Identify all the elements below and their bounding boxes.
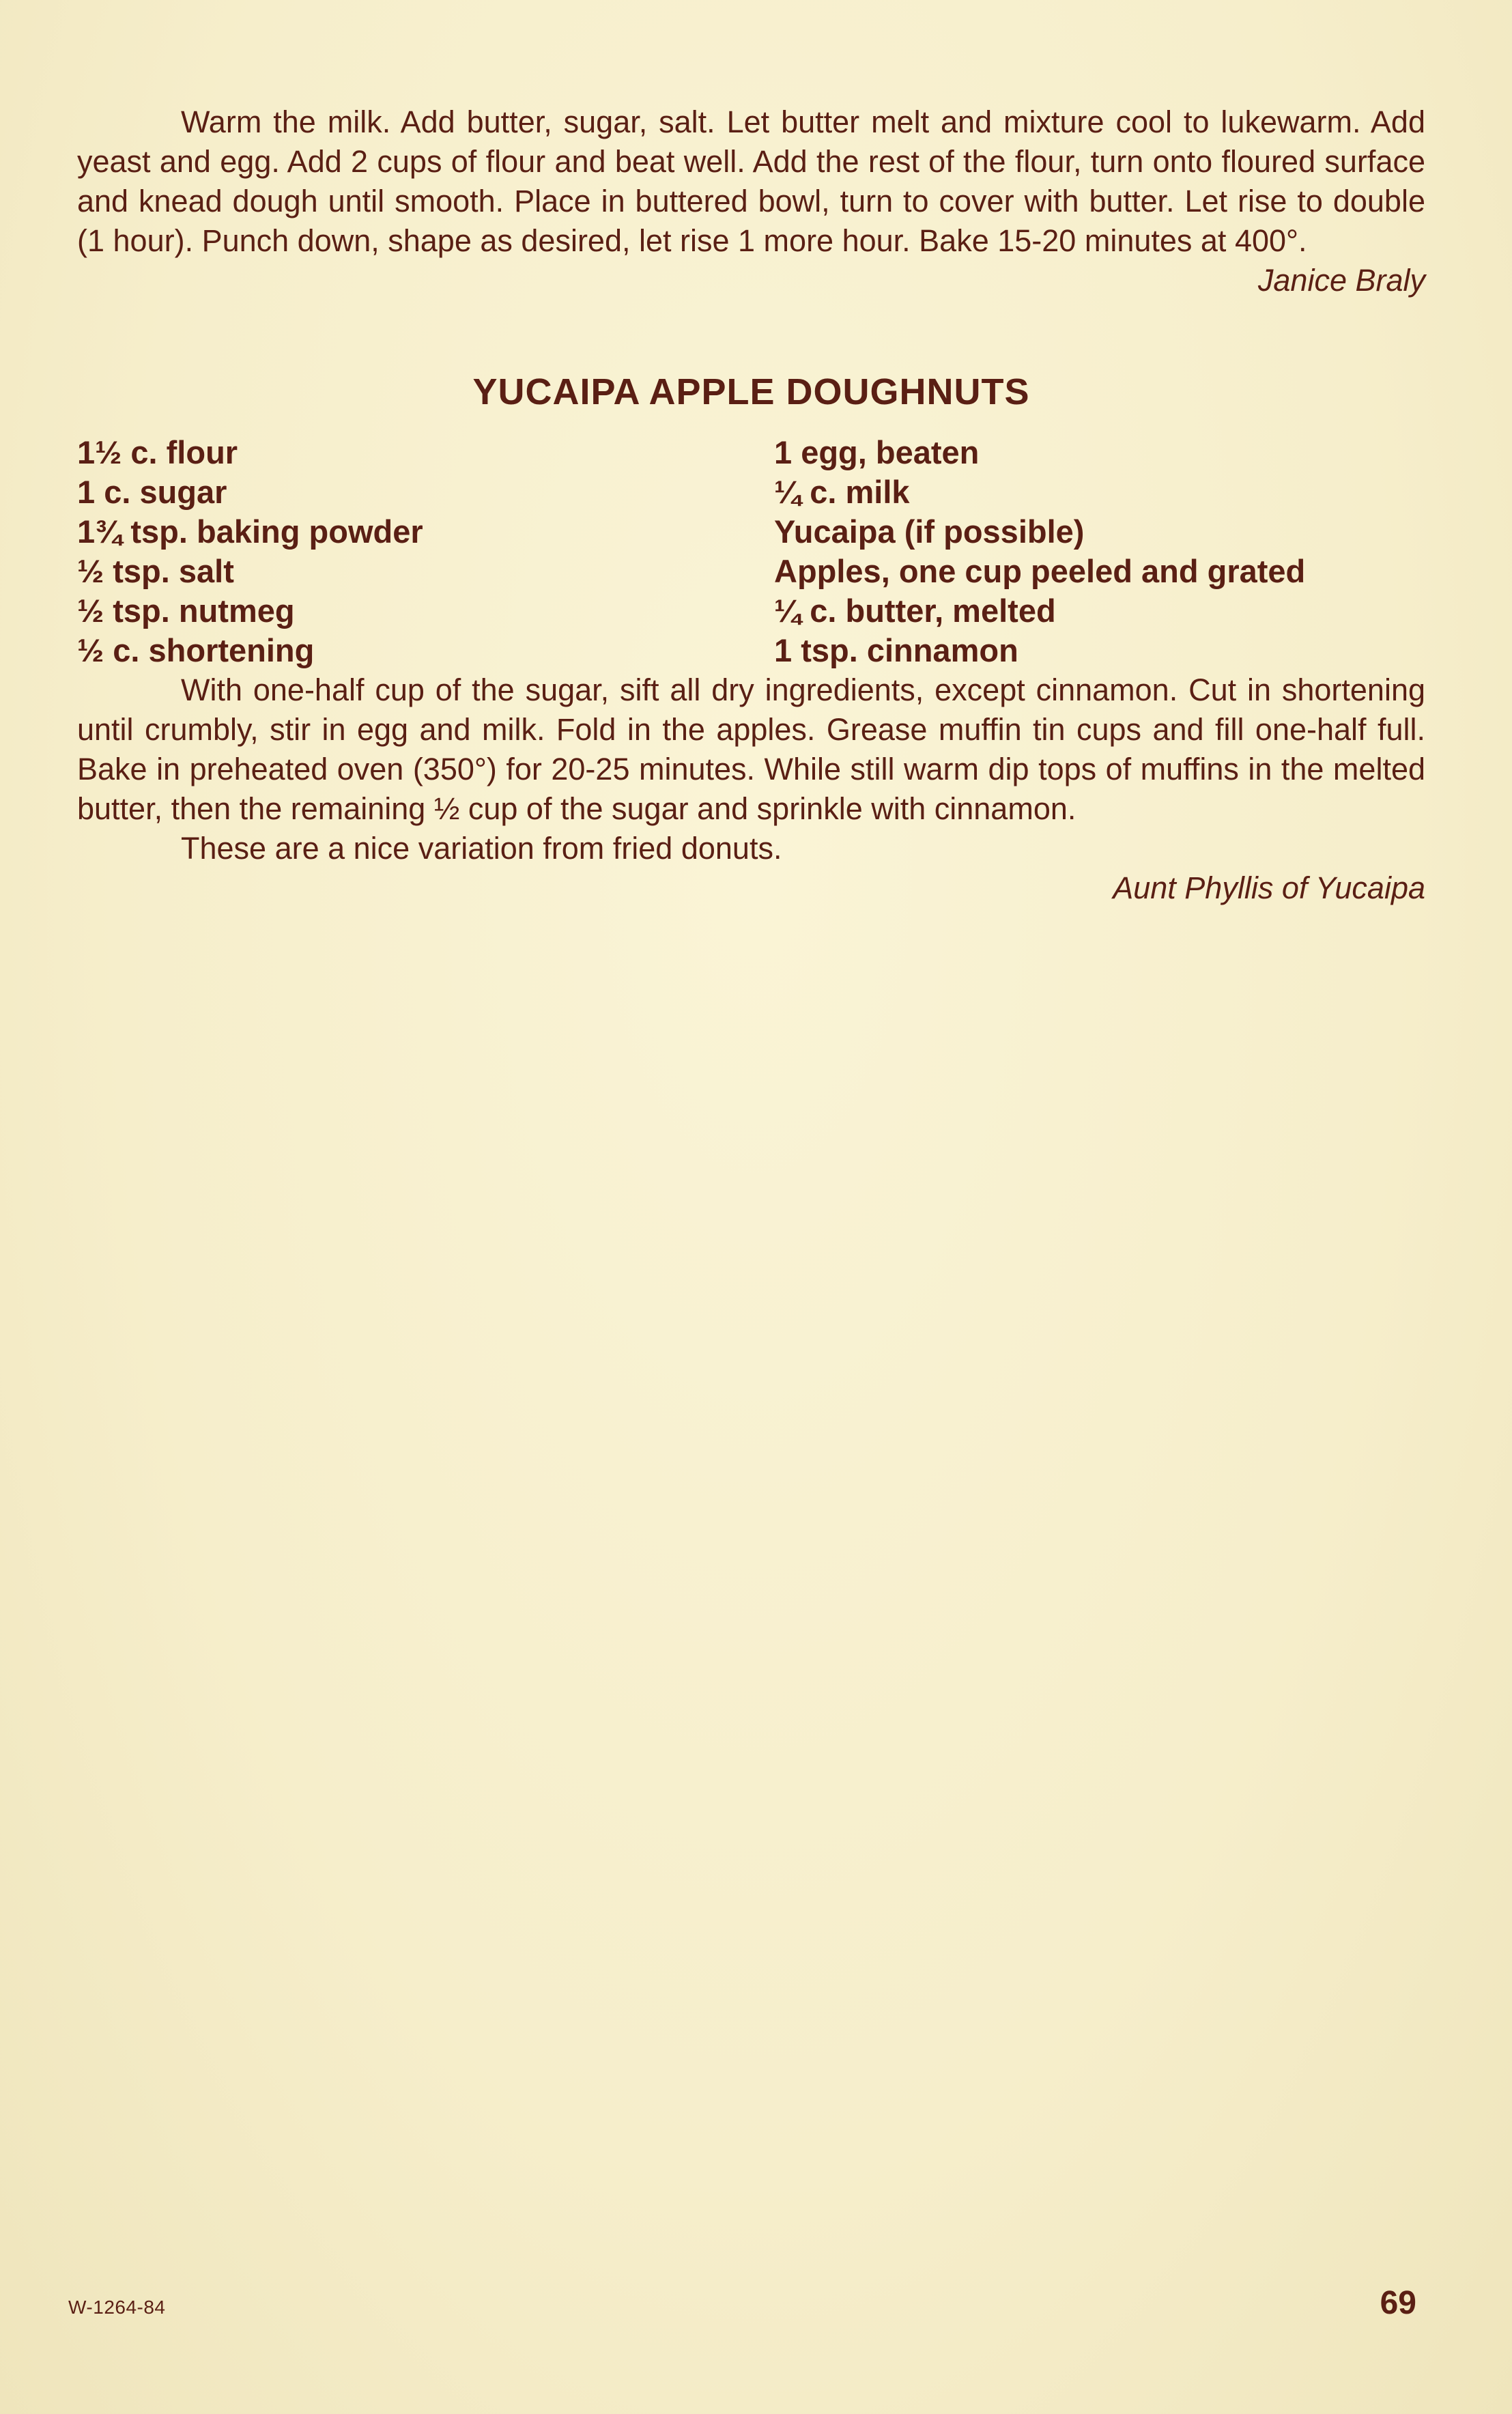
ingredients-list	[77, 433, 1425, 670]
ingredient-item: 1½ c. flour	[77, 434, 238, 470]
recipe-note: These are a nice variation from fried donuts.	[181, 831, 782, 866]
ingredient-item: 1 tsp. cinnamon	[774, 632, 1018, 668]
previous-recipe-signature: Janice Braly	[1257, 263, 1425, 298]
ingredient-item: 1¾ tsp. baking powder	[77, 513, 423, 550]
ingredient-item: 1 egg, beaten	[774, 434, 980, 470]
ingredient-item: ¼ c. butter, melted	[774, 593, 1056, 629]
recipe-title: YUCAIPA APPLE DOUGHNUTS	[472, 371, 1030, 412]
ingredient-item: ¼ c. milk	[774, 474, 910, 510]
ingredient-item: Apples, one cup peeled and grated	[774, 553, 1306, 589]
footer-code: W-1264-84	[68, 2297, 166, 2318]
page-number: 69	[1380, 2285, 1416, 2321]
ingredients-left-column	[77, 433, 774, 670]
previous-recipe-instructions: Warm the milk. Add butter, sugar, salt. Let butter melt and mixture cool to lukewarm. Add yeast and egg. Add 2 cups of flour and beat well. Add the rest of the flour, turn onto floured surface and knead dough until smooth. Place in buttered bowl, turn to cover with butter. Let rise to double (1 hour). Punch down, shape as desired, let rise 1 more hour. Bake 15-20 minutes at 400°.	[77, 104, 1425, 258]
recipe-instructions: With one-half cup of the sugar, sift all dry ingredients, except cinnamon. Cut in shortening until crumbly, stir in egg and milk. Fold in the apples. Grease muffin tin cups and fill one-half full. Bake in preheated oven (350°) for 20-25 minutes. While still warm dip tops of muffins in the melted butter, then the remaining ½ cup of the sugar and sprinkle with cinnamon.	[77, 672, 1425, 826]
ingredient-item: ½ c. shortening	[77, 632, 315, 668]
recipe-signature: Aunt Phyllis of Yucaipa	[1113, 870, 1425, 905]
ingredients-right-column	[774, 433, 1425, 670]
ingredient-item: ½ tsp. salt	[77, 553, 234, 589]
ingredient-item: Yucaipa (if possible)	[774, 513, 1085, 550]
ingredient-item: ½ tsp. nutmeg	[77, 593, 295, 629]
ingredient-item: 1 c. sugar	[77, 474, 227, 510]
page-content	[77, 102, 1425, 908]
